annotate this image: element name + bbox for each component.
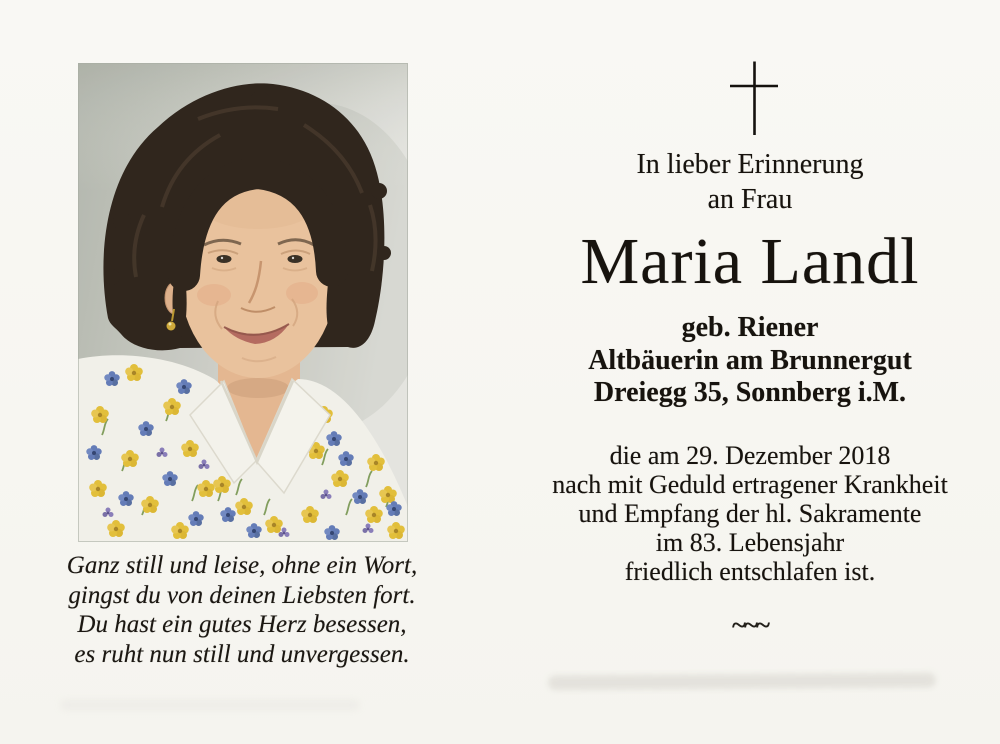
poem-line-2: gingst du von deinen Liebsten fort.: [68, 581, 416, 609]
deceased-name: Maria Landl: [580, 225, 920, 298]
intro-line-1: In lieber Erinnerung: [636, 149, 864, 180]
obituary-line-1: die am 29. Dezember 2018: [609, 441, 891, 470]
obituary-line-4: im 83. Lebensjahr: [655, 528, 845, 557]
intro-text: [505, 147, 995, 217]
portrait-photo-illustration: [78, 63, 408, 542]
poem-line-1: Ganz still und leise, ohne ein Wort,: [66, 552, 418, 579]
ghost-print-artifact: [548, 673, 936, 691]
obituary-line-5: friedlich entschlafen ist.: [624, 557, 876, 586]
portrait-photo: [78, 63, 408, 542]
maiden-name: geb. Riener: [681, 312, 819, 343]
deceased-details: [505, 312, 995, 410]
poem-line-3: Du hast ein gutes Herz besessen,: [77, 611, 407, 638]
obituary-line-2: nach mit Geduld ertragener Krankheit: [552, 470, 948, 499]
role-line: Altbäuerin am Brunnergut: [588, 344, 912, 376]
poem-line-4: es ruht nun still und unvergessen.: [74, 640, 410, 668]
scan-artifact: [60, 700, 360, 710]
address-line: Dreiegg 35, Sonnberg i.M.: [593, 377, 907, 408]
memorial-poem: [56, 551, 428, 669]
latin-cross-icon: [725, 60, 783, 136]
flourish-squiggle: ~~~: [731, 610, 769, 640]
obituary-text: [505, 441, 995, 586]
intro-line-2: an Frau: [707, 184, 793, 215]
obituary-line-3: und Empfang der hl. Sakramente: [578, 499, 922, 528]
